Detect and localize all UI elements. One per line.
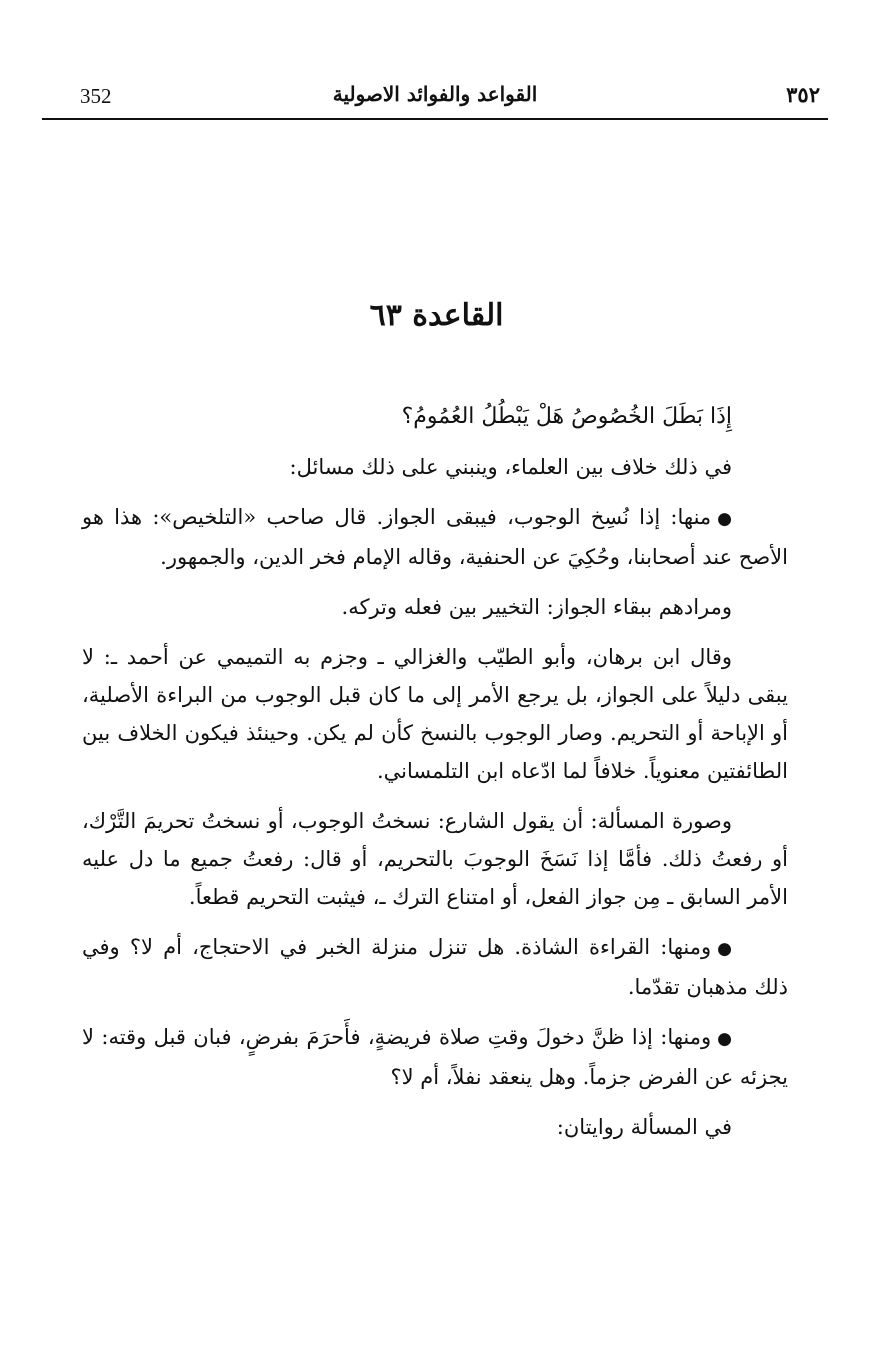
rule-heading: القاعدة ٦٣	[369, 298, 504, 333]
paragraph-bullet-2	[82, 928, 788, 1006]
page-number-latin: 352	[80, 84, 112, 108]
rule-question: إِذَا بَطَلَ الخُصُوصُ هَلْ يَبْطُلُ العُمُومُ؟	[401, 404, 732, 429]
intro-paragraph: في ذلك خلاف بين العلماء، وينبني على ذلك مسائل:	[289, 455, 732, 479]
page-header	[42, 78, 828, 120]
paragraph-7: في المسألة روايتان:	[556, 1115, 732, 1139]
body-text	[82, 398, 788, 1158]
paragraph-bullet-1	[82, 498, 788, 576]
page-number-arabic: ٣٥٢	[786, 82, 820, 107]
paragraph-4: وصورة المسألة: أن يقول الشارع: نسختُ الوجوب، أو نسختُ تحريمَ التَّرْك، أو رفعتُ ذلك. فأمَّا إذا نَسَخَ الوجوبَ بالتحريم، أو قال: رفعتُ جميع ما دل عليه الأمر السابق ـ مِن جواز الفعل، أو امتناع الترك ـ، فيثبت التحريم قطعاً.	[82, 809, 788, 909]
paragraph-text: منها: إذا نُسِخ الوجوب، فيبقى الجواز. قال صاحب «التلخيص»: هذا هو الأصح عند أصحابنا، وحُكِيَ عن الحنفية، وقاله الإمام فخر الدين، والجمهور.	[82, 505, 788, 569]
paragraph-text: ومنها: إذا ظنَّ دخولَ وقتِ صلاة فريضةٍ، فأَحرَمَ بفرضٍ، فبان قبل وقته: لا يجزئه عن الفرض جزماً. وهل ينعقد نفلاً، أم لا؟	[82, 1025, 788, 1089]
paragraph-3: وقال ابن برهان، وأبو الطيّب والغزالي ـ وجزم به التميمي عن أحمد ـ: لا يبقى دليلاً على الجواز، بل يرجع الأمر إلى ما كان قبل الوجوب من البراءة الأصلية، أو الإباحة أو التحريم. وصار الوجوب بالنسخ كأن لم يكن. وحينئذ فيكون الخلاف بين الطائفتين معنوياً. خلافاً لما ادّعاه ابن التلمساني.	[82, 645, 788, 783]
bullet-icon: ●	[717, 939, 732, 959]
running-title: القواعد والفوائد الاصولية	[332, 82, 538, 106]
paragraph-bullet-3	[82, 1018, 788, 1096]
bullet-icon: ●	[717, 509, 732, 529]
paragraph-text: ومنها: القراءة الشاذة. هل تنزل منزلة الخبر في الاحتجاج، أم لا؟ وفي ذلك مذهبان تقدّما.	[82, 935, 788, 999]
bullet-icon: ●	[717, 1029, 732, 1049]
paragraph-2: ومرادهم ببقاء الجواز: التخيير بين فعله وتركه.	[341, 595, 732, 619]
